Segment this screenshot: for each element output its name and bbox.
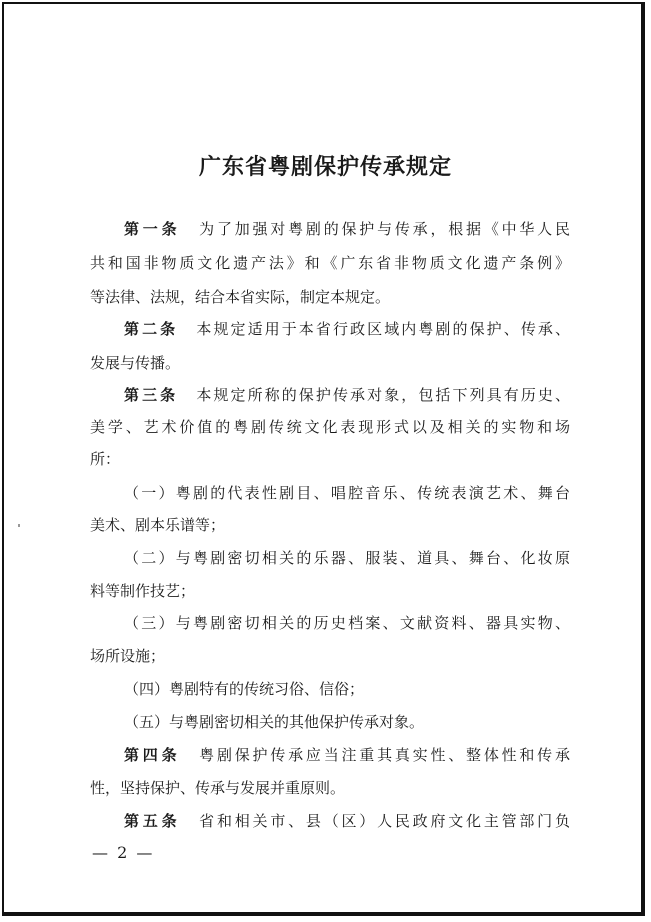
- item-4: （四）粤剧特有的传统习俗、信俗；: [124, 680, 365, 698]
- page-number: — 2 —: [92, 843, 155, 862]
- article-5-text-1: 省和相关市、县（区）人民政府文化主管部门负: [196, 812, 570, 830]
- item-3-line-1: （三）与粤剧密切相关的历史档案、文献资料、器具实物、: [124, 614, 570, 632]
- article-2-label: 第二条: [124, 320, 179, 338]
- article-4-label: 第四条: [124, 746, 181, 764]
- article-1-line-2: 共和国非物质文化遗产法》和《广东省非物质文化遗产条例》: [90, 254, 570, 272]
- article-1-text-1: 为了加强对粤剧的保护与传承，根据《中华人民: [196, 220, 570, 238]
- article-3-line-1: [124, 382, 570, 408]
- item-5: （五）与粤剧密切相关的其他保护传承对象。: [124, 713, 425, 731]
- article-3-line-3: 所：: [90, 450, 121, 468]
- article-1-line-3: 等法律、法规，结合本省实际，制定本规定。: [90, 288, 391, 306]
- article-5-line-1: [124, 808, 570, 834]
- article-1-line-1: [124, 216, 570, 242]
- item-2-line-2: 料等制作技艺；: [90, 582, 196, 600]
- article-3-label: 第三条: [124, 386, 179, 404]
- article-4-text-1: 粤剧保护传承应当注重其真实性、整体性和传承: [196, 746, 570, 764]
- article-3-text-1: 本规定所称的保护传承对象，包括下列具有历史、: [194, 386, 570, 404]
- article-2-line-2: 发展与传播。: [90, 354, 181, 372]
- item-1-line-2: 美术、剧本乐谱等；: [90, 516, 226, 534]
- article-4-line-2: 性，坚持保护、传承与发展并重原则。: [90, 779, 346, 797]
- document-title: 广东省粤剧保护传承规定: [198, 154, 452, 180]
- article-4-line-1: [124, 742, 570, 768]
- article-2-text-1: 本规定适用于本省行政区域内粤剧的保护、传承、: [194, 320, 570, 338]
- article-5-label: 第五条: [124, 812, 181, 830]
- scan-artifact: [18, 524, 20, 527]
- item-3-line-2: 场所设施；: [90, 647, 166, 665]
- article-1-label: 第一条: [124, 220, 181, 238]
- item-1-line-1: （一）粤剧的代表性剧目、唱腔音乐、传统表演艺术、舞台: [124, 484, 570, 502]
- article-2-line-1: [124, 316, 570, 342]
- item-2-line-1: （二）与粤剧密切相关的乐器、服装、道具、舞台、化妆原: [124, 549, 570, 567]
- article-3-line-2: 美学、艺术价值的粤剧传统文化表现形式以及相关的实物和场: [90, 418, 570, 436]
